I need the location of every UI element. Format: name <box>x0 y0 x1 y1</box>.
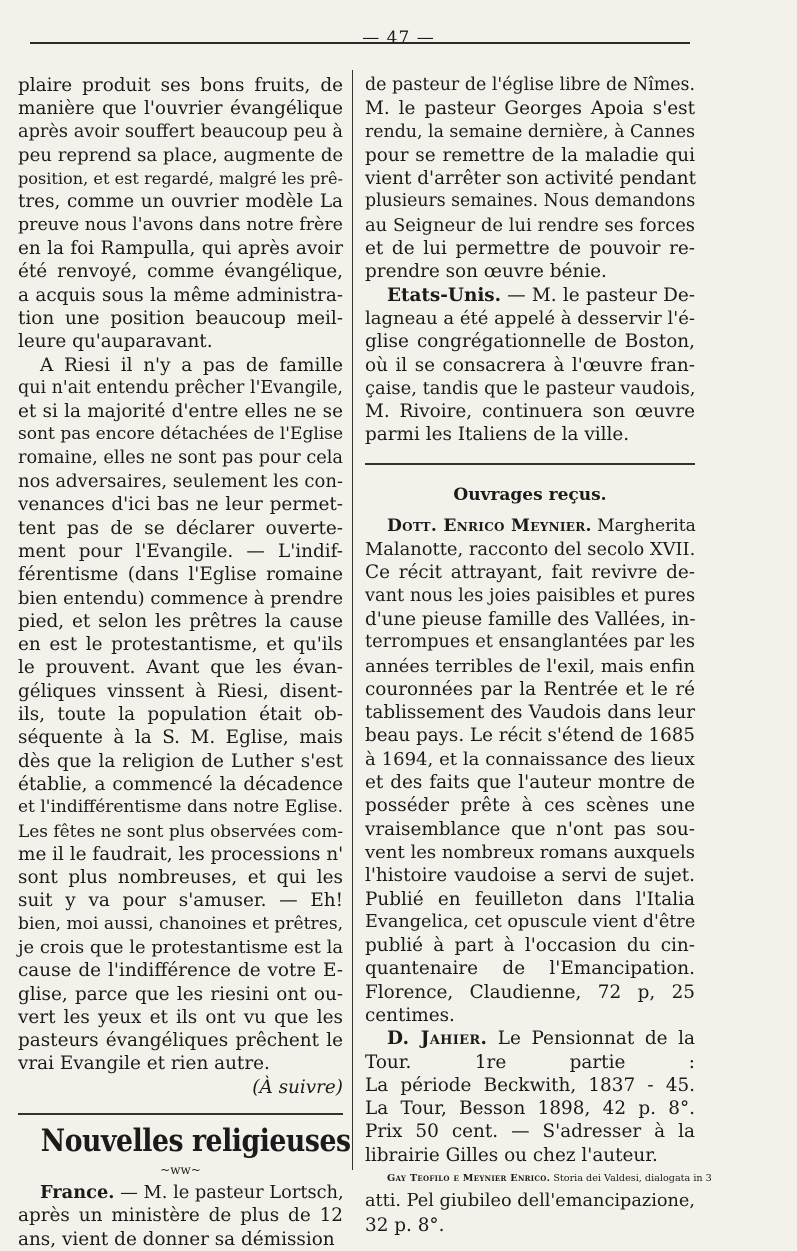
text-line: atti. Pel giubileo dell'emancipazione, <box>365 1191 695 1212</box>
france-news <box>18 1181 343 1251</box>
text-line: géliques vinssent à Riesi, disent- <box>18 680 343 702</box>
text-line: vient d'arrêter son activité pendant <box>365 168 697 190</box>
text-line: La période Beckwith, 1837 - 45. <box>365 1074 695 1096</box>
text-line: plaire produit ses bons fruits, de <box>18 75 343 96</box>
text-line: où il se consacrera à l'œuvre fran- <box>365 354 695 376</box>
text-line: nos adversaires, seulement les con- <box>18 471 343 493</box>
book2-author: D. Jahier. <box>387 1028 488 1050</box>
page-number: — 47 — <box>362 28 435 48</box>
text-line: A Riesi il n'y a pas de famille <box>40 354 343 376</box>
text-line: plusieurs semaines. Nous demandons <box>365 191 696 212</box>
text-line: après avoir souffert beaucoup peu à <box>18 121 343 142</box>
text-line: M. le pasteur Georges Apoia s'est <box>365 98 695 120</box>
text-line: Ce récit attrayant, fait revivre de- <box>365 562 695 584</box>
text-line: 32 p. 8°. <box>365 1214 445 1236</box>
text-line: romaine, elles ne sont pas pour cela <box>18 447 343 468</box>
france-label: France. <box>40 1182 115 1204</box>
text-line: a acquis sous la même administra- <box>18 284 343 306</box>
text-line: ils, toute la population était ob- <box>18 704 343 726</box>
text-line: centimes. <box>365 1004 455 1026</box>
right-continuation <box>365 74 695 284</box>
book-entry-jahier <box>365 1027 695 1167</box>
text-line: terrompues et ensanglantées par les <box>365 632 695 653</box>
text-line: l'histoire vaudoise a servi de sujet. <box>365 865 695 887</box>
left-column <box>18 74 351 1251</box>
text-line: vert les yeux et ils ont vu que les <box>18 1006 343 1028</box>
text-line: en la foi Rampulla, qui après avoir <box>18 238 343 260</box>
text-line: parmi les Italiens de la ville. <box>365 424 630 446</box>
text-line: manière que l'ouvrier évangélique <box>18 98 343 120</box>
text-line: cause de l'indifférence de votre E- <box>18 960 343 982</box>
text-line: après un ministère de plus de 12 <box>18 1205 343 1227</box>
text-line: couronnées par la Rentrée et le ré <box>365 678 695 700</box>
text-line: pied, et selon les prêtres la cause <box>18 610 343 632</box>
etats-unis-label: Etats-Unis. <box>387 284 502 306</box>
text-line: lagneau a été appelé à desservir l'é- <box>365 307 695 329</box>
text-line: çaise, tandis que le pasteur vaudois, <box>365 377 696 399</box>
text-line: tion une position beaucoup meil- <box>18 307 343 329</box>
text-line: venances d'ici bas ne leur permet- <box>18 494 343 516</box>
text-line: Evangelica, cet opuscule vient d'être <box>365 911 696 932</box>
text-line: tres, comme un ouvrier modèle La <box>18 191 343 213</box>
text-line: en est le protestantisme, et qu'ils <box>18 634 343 656</box>
text-line: ans, vient de donner sa démission <box>18 1228 335 1250</box>
text-line: Prix 50 cent. — S'adresser à la <box>365 1121 695 1143</box>
text-line: leure qu'auparavant. <box>18 331 213 353</box>
text-line: vrai Evangile et rien autre. <box>18 1053 270 1075</box>
text-line: dès que la religion de Luther s'est <box>18 750 343 772</box>
right-column <box>365 74 712 1237</box>
ornament: ~ww~ <box>160 1163 201 1178</box>
text-line: tent pas de se déclarer ouverte- <box>18 517 343 539</box>
text-line: été renvoyé, comme évangélique, <box>18 261 343 283</box>
text-line: M. Rivoire, continuera son œuvre <box>365 401 695 423</box>
text-line: peu reprend sa place, augmente de <box>18 144 344 166</box>
text-line-rest: Margherita <box>591 515 696 536</box>
text-line: publié à part à l'occasion du cin- <box>365 935 695 957</box>
text-line: Malanotte, racconto del secolo XVII. <box>365 539 696 561</box>
text-line: Les fêtes ne sont plus observées com- <box>18 820 344 841</box>
column-divider <box>352 70 353 1170</box>
text-line: et si la majorité d'entre elles ne se <box>18 401 343 423</box>
text-line: ment pour l'Evangile. — L'indif- <box>18 540 343 562</box>
text-line: et l'indifférentisme dans notre Eglise. <box>18 797 343 818</box>
text-line: tablissement des Vaudois dans leur <box>365 702 695 724</box>
text-line <box>365 515 695 538</box>
text-line: pasteurs évangéliques prêchent le <box>18 1030 343 1052</box>
text-line: séquente à la S. M. Eglise, mais <box>18 727 343 749</box>
text-line: La Tour, Besson 1898, 42 p. 8°. <box>365 1098 695 1120</box>
text-line: années terribles de l'exil, mais enfin <box>365 655 695 677</box>
text-line: qui n'ait entendu prêcher l'Evangile, <box>18 377 343 398</box>
section-title-nouvelles-religieuses: Nouvelles religieuses <box>40 1123 351 1160</box>
text-line: position, et est regardé, malgré les prê- <box>18 169 343 189</box>
text-line: et des faits que l'auteur montre de <box>365 772 695 794</box>
text-line: et de lui permettre de pouvoir re- <box>365 238 695 260</box>
text-line: glise congrégationnelle de Boston, <box>365 331 695 353</box>
text-line: glise, parce que les riesini ont ou- <box>18 983 343 1005</box>
text-line: au Seigneur de lui rendre ses forces <box>365 214 695 236</box>
text-line: me il le faudrait, les processions n' <box>18 843 344 865</box>
text-line: vant nous les joies paisibles et pures <box>365 585 696 606</box>
text-line: prendre son œuvre bénie. <box>365 261 607 283</box>
text-line: vraisemblance que n'ont pas sou- <box>365 818 695 840</box>
book1-author: Dott. Enrico Meynier. <box>387 515 592 536</box>
text-line-rest: — M. le pasteur De- <box>501 284 695 306</box>
ouvrages-recus-heading: Ouvrages reçus. <box>453 484 607 505</box>
text-line: établie, a commencé la décadence <box>18 773 343 795</box>
article-paragraph-2 <box>18 354 343 1076</box>
text-line-rest: Le Pensionnat de la <box>487 1028 695 1050</box>
text-line: quantenaire de l'Emancipation. <box>365 958 695 980</box>
text-line <box>365 1027 695 1050</box>
text-line: pour se remettre de la maladie qui <box>365 144 695 166</box>
book3-author: Gay Teofilo e Meynier Enrico. <box>387 1173 551 1185</box>
text-line: de pasteur de l'église libre de Nîmes. <box>365 75 695 95</box>
book-entry-meynier <box>365 515 695 1028</box>
text-line-rest: — M. le pasteur Lortsch, <box>114 1182 344 1204</box>
text-line: Florence, Claudienne, 72 p, 25 <box>365 981 695 1003</box>
text-line: suit y va pour s'amuser. — Eh! <box>18 890 343 912</box>
text-line: bien entendu) commence à prendre <box>18 587 344 609</box>
text-line: sont pas encore détachées de l'Eglise <box>18 424 344 445</box>
article-continuation <box>18 74 343 354</box>
text-line <box>365 1167 712 1190</box>
text-line <box>18 1181 343 1204</box>
header-rule <box>30 42 690 44</box>
text-line: posséder prête à ces scènes une <box>365 795 695 817</box>
text-line: preuve nous l'avons dans notre frère <box>18 214 343 235</box>
section-rule-right <box>365 463 695 465</box>
etats-unis-news <box>365 284 695 447</box>
text-line: Tour. 1re partie : <box>365 1051 695 1073</box>
book-entry-gay-meynier <box>365 1167 712 1237</box>
text-line: d'une pieuse famille des Vallées, in- <box>365 608 696 630</box>
text-line: rendu, la semaine dernière, à Cannes <box>365 121 696 142</box>
text-line: Publié en feuilleton dans l'Italia <box>365 888 695 910</box>
a-suivre-note: (À suivre) <box>252 1076 343 1098</box>
text-line: à 1694, et la connaissance des lieux <box>365 748 695 770</box>
text-line: vent les nombreux romans auxquels <box>365 841 695 863</box>
text-line: férentisme (dans l'Eglise romaine <box>18 564 343 586</box>
text-line: librairie Gilles ou chez l'auteur. <box>365 1144 658 1166</box>
text-line: bien, moi aussi, chanoines et prêtres, <box>18 913 344 934</box>
text-line: le prouvent. Avant que les évan- <box>18 657 343 679</box>
text-line: je crois que le protestantisme est la <box>18 936 343 958</box>
text-line: beau pays. Le récit s'étend de 1685 <box>365 725 696 747</box>
section-rule <box>18 1113 343 1115</box>
text-line <box>365 284 695 307</box>
text-line-rest: Storia dei Valdesi, dialogata in 3 <box>550 1173 712 1185</box>
text-line: sont plus nombreuses, et qui les <box>18 867 343 889</box>
